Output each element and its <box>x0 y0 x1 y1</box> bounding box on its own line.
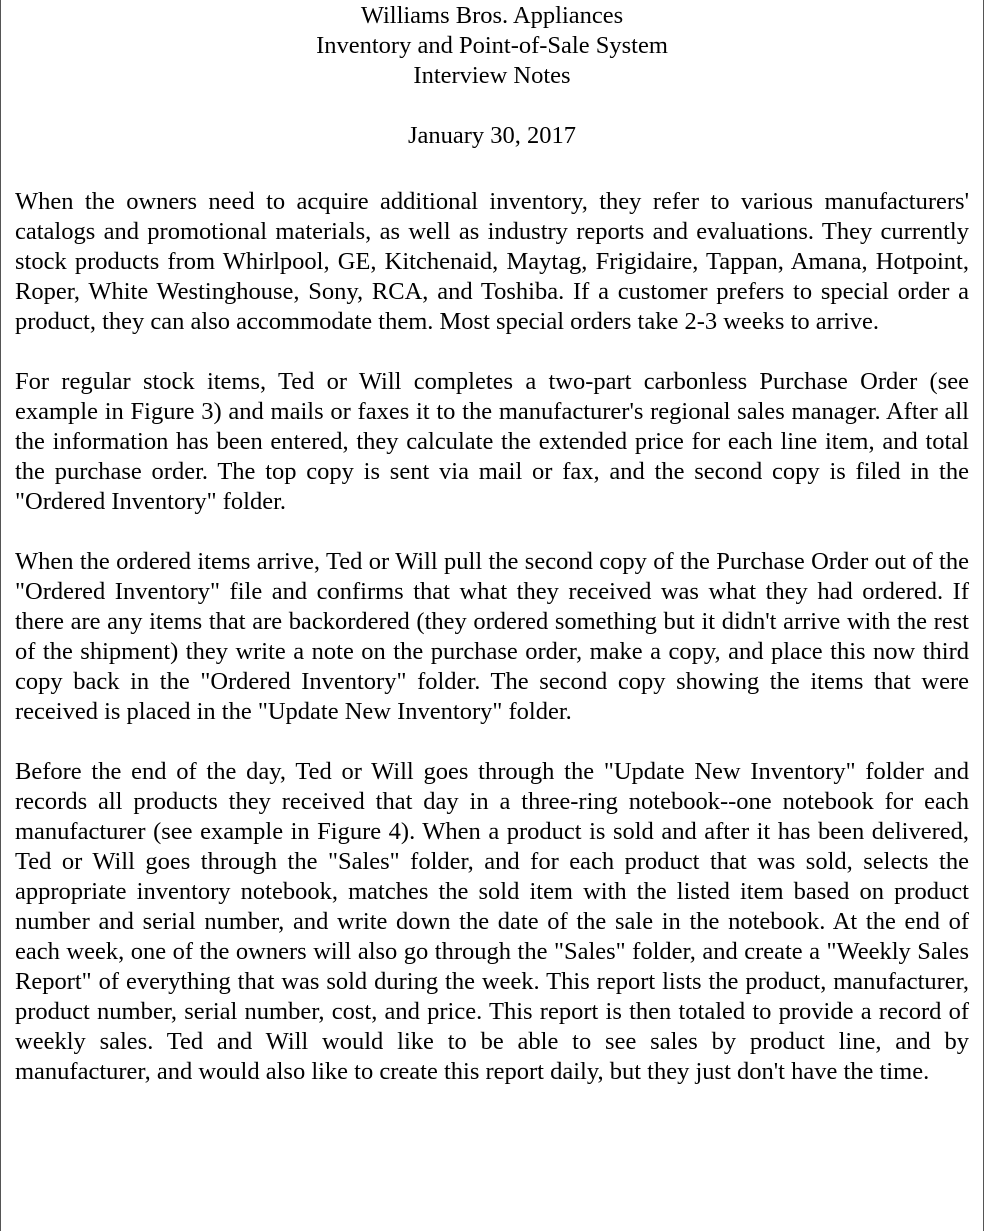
document-date: January 30, 2017 <box>407 122 577 149</box>
company-name: Williams Bros. Appliances <box>360 2 624 29</box>
system-title: Inventory and Point-of-Sale System <box>316 32 668 59</box>
paragraph-purchase-order: For regular stock items, Ted or Will completes a two-part carbonless Purchase Order (see example in Figure 3) and mails or faxes it to the manufacturer's regional sales manager. After all the information has been entered, they calculate the extended price for each line item, and total the purchase order. The top copy is sent via mail or fax, and the second copy is filed in the "Ordered Inventory" folder. <box>15 368 969 515</box>
document-header <box>15 0 969 151</box>
paragraph-inventory-acquisition: When the owners need to acquire additional inventory, they refer to various manufacturers' catalogs and promotional materials, as well as industry reports and evaluations. They currently stock products from Whirlpool, GE, Kitchenaid, Maytag, Frigidaire, Tappan, Amana, Hotpoint, Roper, White Westinghouse, Sony, RCA, and Toshiba. If a customer prefers to special order a product, they can also accommodate them. Most special orders take 2-3 weeks to arrive. <box>15 188 969 335</box>
paragraph-receiving-items: When the ordered items arrive, Ted or Will pull the second copy of the Purchase Order out of the "Ordered Inventory" file and confirms that what they received was what they had ordered. If there are any items that are backordered (they ordered something but it didn't arrive with the rest of the shipment) they write a note on the purchase order, make a copy, and place this now third copy back in the "Ordered Inventory" folder. The second copy showing the items that were received is placed in the "Update New Inventory" folder. <box>15 548 969 725</box>
document-type: Interview Notes <box>413 62 571 89</box>
paragraph-recording-sales: Before the end of the day, Ted or Will goes through the "Update New Inventory" folder and records all products they received that day in a three-ring notebook--one notebook for each manufacturer (see example in Figure 4). When a product is sold and after it has been delivered, Ted or Will goes through the "Sales" folder, and for each product that was sold, selects the appropriate inventory notebook, matches the sold item with the listed item based on product number and serial number, and write down the date of the sale in the notebook. At the end of each week, one of the owners will also go through the "Sales" folder, and create a "Weekly Sales Report" of everything that was sold during the week. This report lists the product, manufacturer, product number, serial number, cost, and price. This report is then totaled to provide a record of weekly sales. Ted and Will would like to be able to see sales by product line, and by manufacturer, and would also like to create this report daily, but they just don't have the time. <box>15 758 969 1085</box>
